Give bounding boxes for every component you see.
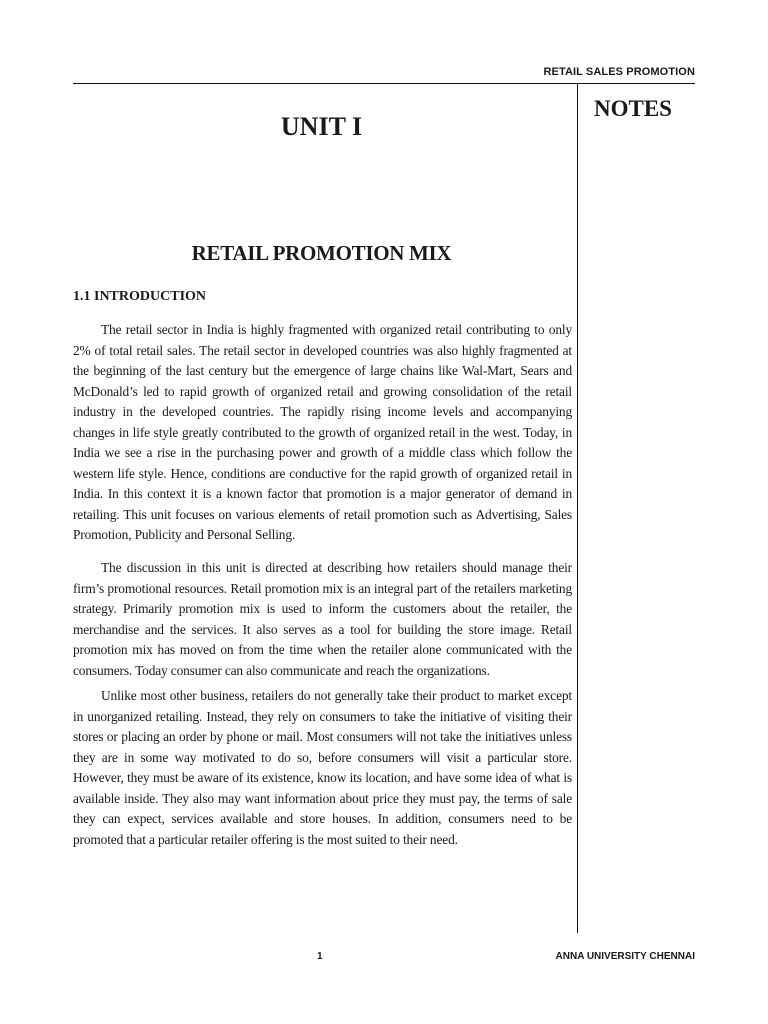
page-number: 1 [317,951,323,962]
header-rule [73,83,695,84]
notes-label: NOTES [594,96,672,121]
paragraph-2: The discussion in this unit is directed at describing how retailers should manage their firm’s promotional resources. Retail promotion mix is an integral part of the retailers marketing strategy. Primarily promotion mix is used to inform the customers about the retailer, the merchandise and the services. It also serves as a tool for building the store image. Retail promotion mix has moved on from the time when the retailer alone communicated with the consumers. Today consumer can also communicate and reach the organizations. [73,560,572,678]
paragraph-3: Unlike most other business, retailers do not generally take their product to market except in unorganized retailing. Instead, they rely on consumers to take the initiative of visiting their stores or placing an order by phone or mail. Most consumers will not take the initiatives unless they are in some way motivated to do so, before consumers will visit a particular store. However, they must be aware of its existence, know its location, and have some idea of what is available inside. They also may want information about price they must pay, the terms of sale they can expect, services available and store houses. In addition, consumers need to be promoted that a particular retailer offering is the most suited to their need. [73,688,572,847]
chapter-title: RETAIL PROMOTION MIX [191,241,452,265]
notes-column-divider [577,83,578,933]
footer-institution: ANNA UNIVERSITY CHENNAI [555,951,695,962]
running-head: RETAIL SALES PROMOTION [543,66,695,78]
paragraph-1: The retail sector in India is highly fragmented with organized retail contributing to only 2% of total retail sales. The retail sector in developed countries was also highly fragmented at the beginning of the last century but the emergence of large chains like Wal-Mart, Sears and McDonald’s led to rapid growth of organized retail and growing consolidation of the retail industry in the developed countries. The rapidly rising income levels and accompanying changes in life style greatly contributed to the growth of organized retail in the west. Today, in India we see a rise in the purchasing power and growth of a middle class which follow the western life style. Hence, conditions are conductive for the rapid growth of organized retail in India. In this context it is a known factor that promotion is a major generator of demand in retailing. This unit focuses on various elements of retail promotion such as Advertising, Sales Promotion, Publicity and Personal Selling. [73,322,572,542]
section-heading: 1.1 INTRODUCTION [73,289,207,304]
unit-title: UNIT I [280,112,363,141]
